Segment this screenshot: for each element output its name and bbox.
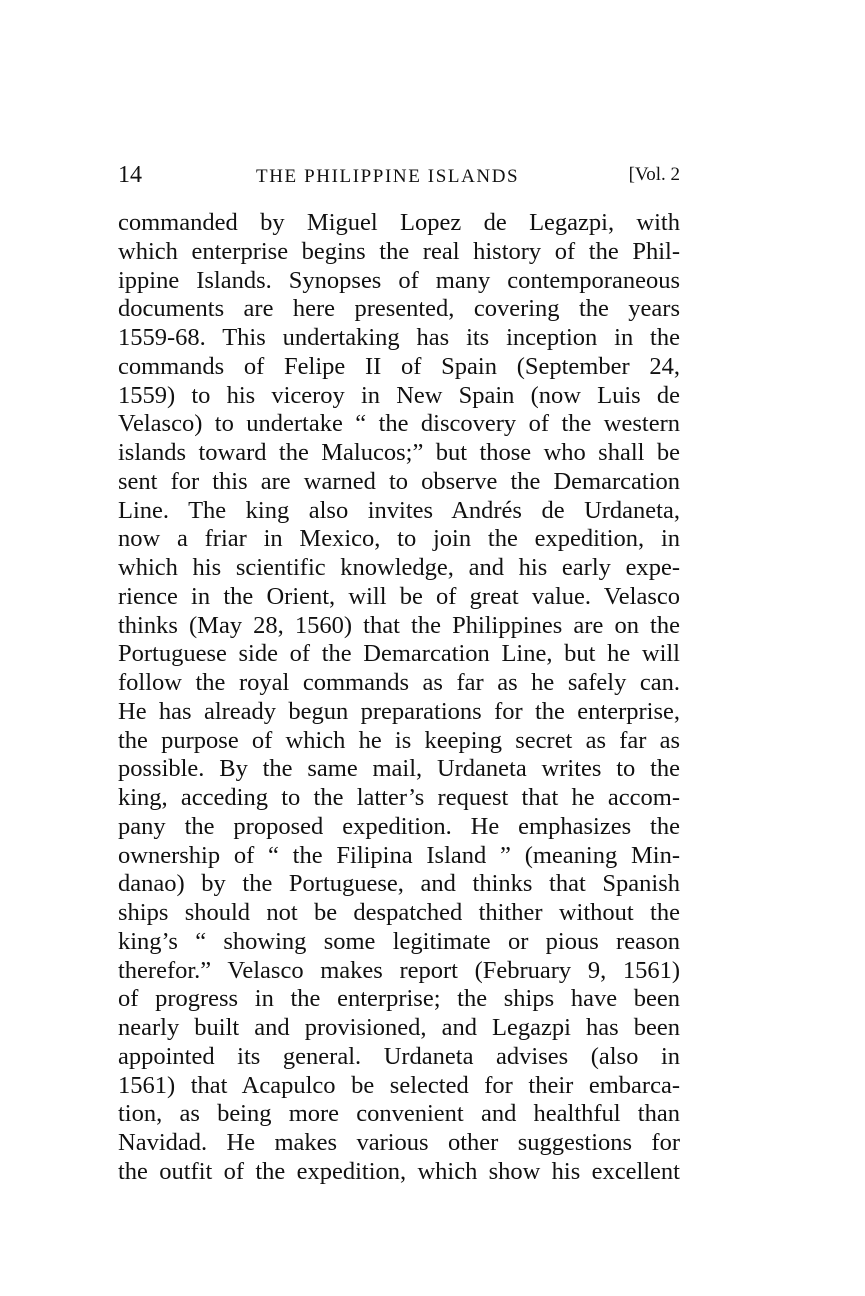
- page-number: 14: [118, 162, 142, 188]
- text-line: 1559-68. This undertaking has its inception in the: [118, 324, 680, 351]
- text-line: nearly built and provisioned, and Legazpi has been: [118, 1014, 680, 1041]
- text-line: rience in the Orient, will be of great value. Velasco: [118, 582, 680, 610]
- text-line: Line. The king also invites Andrés de Urdaneta,: [118, 496, 680, 524]
- text-line: islands toward the Malucos;” but those who shall be: [118, 439, 680, 466]
- text-line: sent for this are warned to observe the Demarcation: [118, 467, 680, 495]
- page-header: [118, 162, 680, 192]
- text-line: king’s “ showing some legitimate or pious reason: [118, 927, 680, 955]
- text-line: which his scientific knowledge, and his early expe-: [118, 554, 680, 581]
- text-line: documents are here presented, covering the years: [118, 295, 680, 323]
- text-line: ships should not be despatched thither without the: [118, 899, 680, 926]
- text-line: pany the proposed expedition. He emphasizes the: [118, 812, 680, 840]
- running-title: THE PHILIPPINE ISLANDS: [256, 166, 520, 187]
- text-line: ippine Islands. Synopses of many contemporaneous: [118, 266, 680, 294]
- text-line: danao) by the Portuguese, and thinks that Spanish: [118, 870, 680, 898]
- text-line: therefor.” Velasco makes report (February 9, 1561): [118, 956, 680, 984]
- volume-label: [Vol. 2: [628, 164, 680, 185]
- text-line: ownership of “ the Filipina Island ” (meaning Min-: [118, 841, 680, 869]
- text-line: the purpose of which he is keeping secret as far as: [118, 726, 680, 754]
- body-paragraph: [118, 209, 680, 1187]
- text-line: now a friar in Mexico, to join the expedition, in: [118, 525, 680, 553]
- text-line: Navidad. He makes various other suggestions for: [118, 1129, 680, 1156]
- text-line: commanded by Miguel Lopez de Legazpi, with: [118, 209, 680, 236]
- text-line: appointed its general. Urdaneta advises (also in: [118, 1042, 680, 1070]
- text-line: Velasco) to undertake “ the discovery of the western: [118, 410, 680, 438]
- text-line: Portuguese side of the Demarcation Line, but he will: [118, 640, 680, 668]
- text-line: follow the royal commands as far as he safely can.: [118, 669, 680, 696]
- text-line: commands of Felipe II of Spain (September 24,: [118, 352, 680, 380]
- text-line: of progress in the enterprise; the ships have been: [118, 985, 680, 1013]
- text-line: He has already begun preparations for the enterprise,: [118, 697, 680, 725]
- text-line: the outfit of the expedition, which show his excellent: [118, 1157, 680, 1185]
- text-line: king, acceding to the latter’s request that he accom-: [118, 784, 680, 811]
- text-line: 1561) that Acapulco be selected for their embarca-: [118, 1071, 680, 1099]
- text-line: which enterprise begins the real history of the Phil-: [118, 237, 680, 265]
- text-line: possible. By the same mail, Urdaneta writes to the: [118, 755, 680, 783]
- text-line: tion, as being more convenient and healthful than: [118, 1100, 680, 1128]
- text-line: thinks (May 28, 1560) that the Philippines are on the: [118, 611, 680, 639]
- text-line: 1559) to his viceroy in New Spain (now Luis de: [118, 381, 680, 409]
